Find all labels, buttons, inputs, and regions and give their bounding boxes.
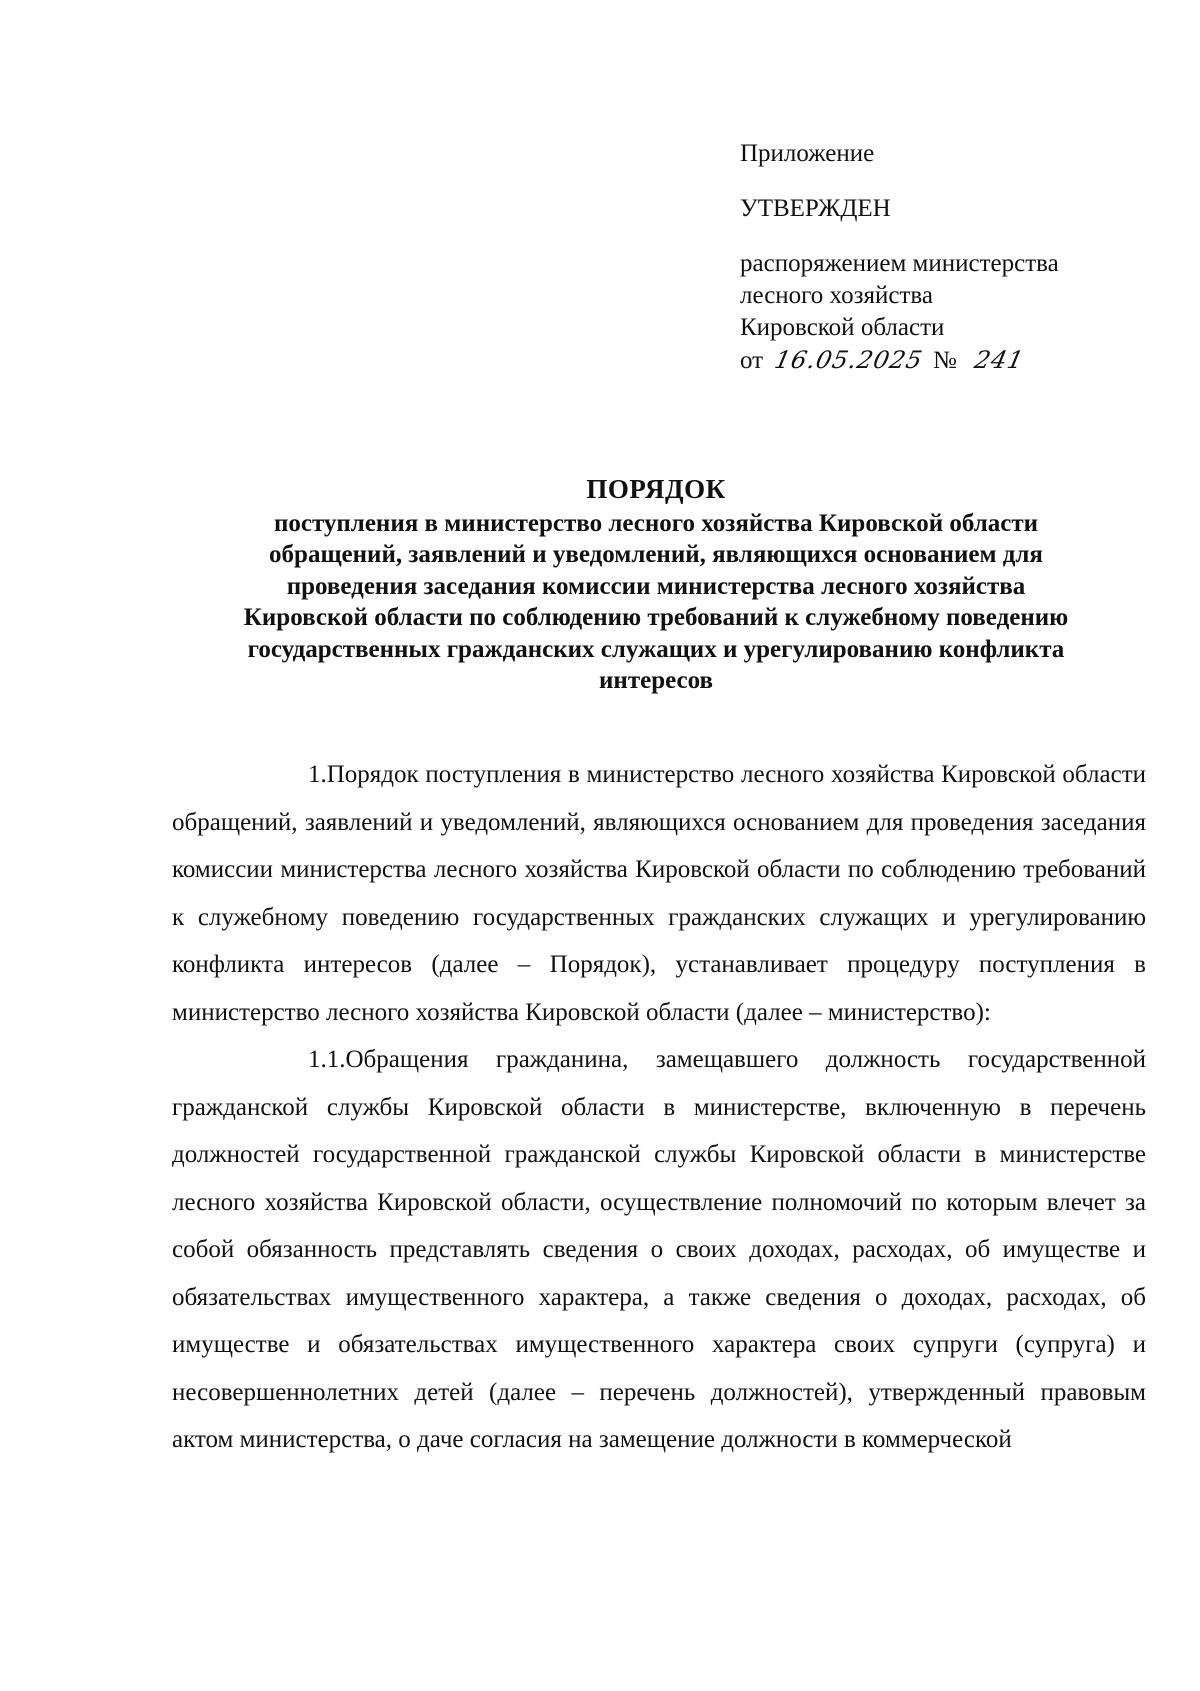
paragraph-number: 1.1. [308, 1046, 346, 1073]
title-line-1: поступления в министерство лесного хозяйства Кировской области [273, 509, 1039, 537]
paragraph-1 [172, 751, 1146, 1036]
title-line-4: Кировской области по соблюдению требований к служебному поведению [243, 604, 1069, 631]
handwritten-date: 16.05.2025 [772, 346, 926, 374]
title-heading: ПОРЯДОК [586, 474, 726, 504]
approval-block [740, 138, 1160, 377]
approval-line-2: лесного хозяйства [740, 282, 933, 309]
approval-line-1: распоряжением министерства [740, 250, 1059, 277]
title-line-3: проведения заседания комиссии министерства лесного хозяйства [286, 572, 1026, 600]
title-line-5: государственных гражданских служащих и урегулированию конфликта [247, 635, 1065, 663]
title-line-6: интересов [599, 667, 713, 694]
appendix-label: Приложение [740, 140, 875, 167]
paragraph-number: 1. [308, 761, 327, 788]
handwritten-number: 241 [972, 346, 1027, 374]
document-title [150, 474, 1162, 697]
approval-line-3: Кировской области [740, 314, 945, 341]
title-line-2: обращений, заявлений и уведомлений, являющихся основанием для [269, 541, 1043, 568]
paragraph-text: Порядок поступления в министерство лесного хозяйства Кировской области обращений, заявлений и уведомлений, являющихся основанием для проведения заседания комиссии министерства лесного хозяйства Кировской области по соблюдению требований к служебному поведению государственных гражданских служащих и урегулированию конфликта интересов (далее – Порядок), устанавливает процедуру поступления в министерство лесного хозяйства Кировской области (далее – министерство): [172, 761, 1146, 1026]
paragraph-1-1 [172, 1036, 1146, 1464]
paragraph-text: Обращения гражданина, замещавшего должность государственной гражданской службы Кировской области в министерстве, включенную в перечень должностей государственной гражданской службы Кировской области в министерстве лесного хозяйства Кировской области, осуществление полномочий по которым влечет за собой обязанность представлять сведения о своих доходах, расходах, об имуществе и обязательствах имущественного характера, а также сведения о доходах, расходах, об имуществе и обязательствах имущественного характера своих супруги (супруга) и несовершеннолетних детей (далее – перечень должностей), утвержденный правовым актом министерства, о даче согласия на замещение должности в коммерческой [172, 1046, 1146, 1453]
number-sign: № [933, 347, 957, 374]
approval-date-line [740, 344, 1160, 377]
approved-label: УТВЕРЖДЕН [740, 195, 891, 222]
document-body [172, 751, 1146, 1464]
date-prefix: от [740, 347, 764, 374]
